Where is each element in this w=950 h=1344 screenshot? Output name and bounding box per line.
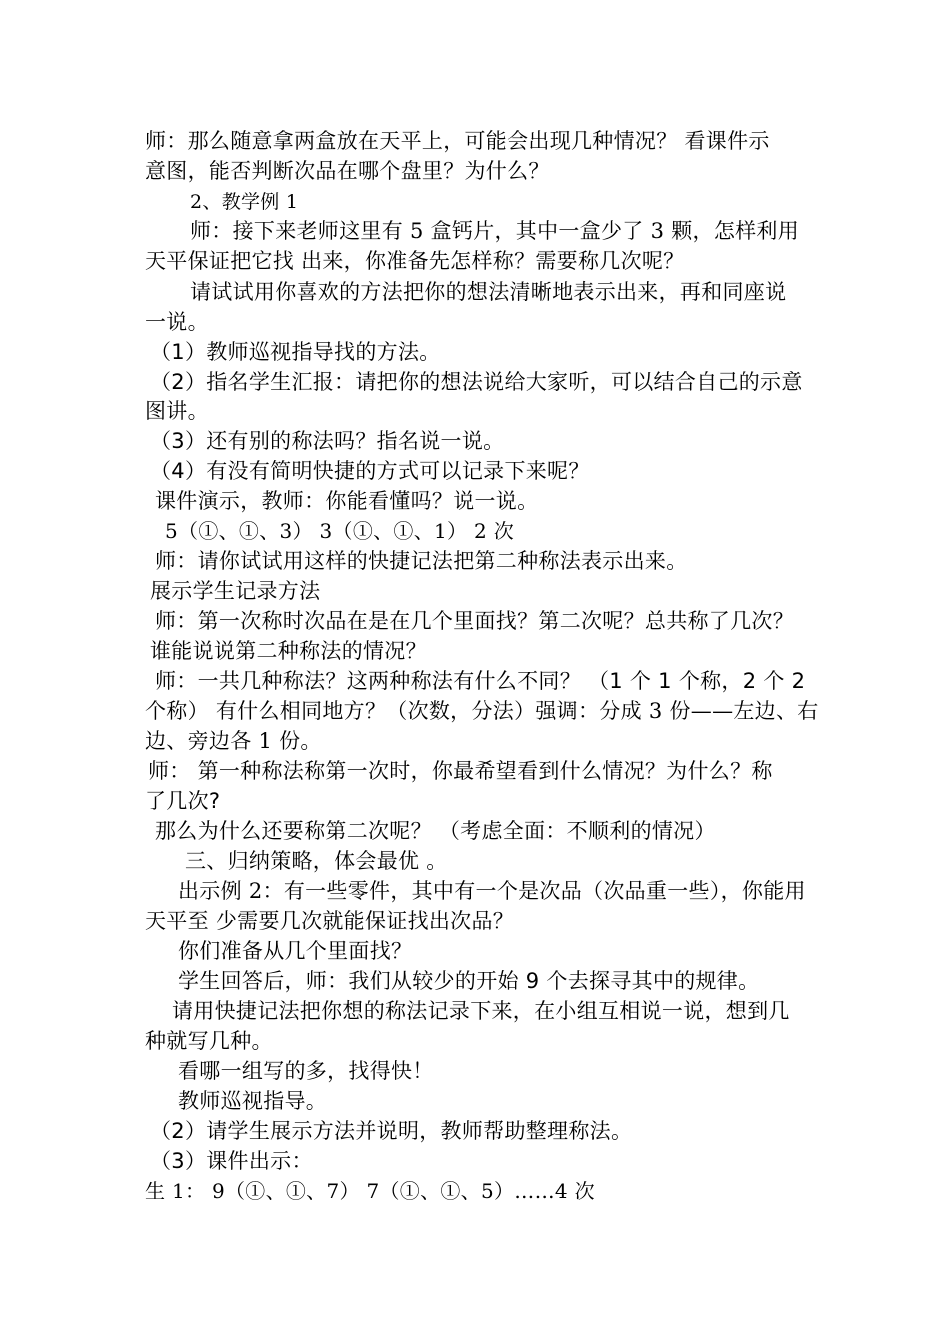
text-line: 天平至 少需要几次就能保证找出次品？: [145, 909, 515, 933]
section-heading: 2、教学例 1: [190, 191, 299, 213]
text-line: 师：第一次称时次品在是在几个里面找？第二次呢？总共称了几次？: [155, 609, 794, 633]
text-line: 那么为什么还要称第二次呢？ （考虑全面：不顺利的情况）: [155, 819, 716, 843]
text-line: 展示学生记录方法: [150, 579, 321, 603]
list-item: （3）课件出示：: [150, 1149, 313, 1173]
list-item: （3）还有别的称法吗？指名说一说。: [150, 429, 505, 453]
text-line: 一说。: [145, 310, 209, 334]
text-line: 请试试用你喜欢的方法把你的想法清晰地表示出来，再和同座说: [190, 280, 787, 304]
text-line: 师：请你试试用这样的快捷记法把第二种称法表示出来。: [155, 549, 688, 573]
text-line: 个称） 有什么相同地方？（次数，分法）强调：分成 3 份——左边、右: [145, 699, 819, 723]
text-line: 师：接下来老师这里有 5 盒钙片，其中一盒少了 3 颗，怎样利用: [190, 219, 800, 243]
notation-line: 5（①、①、3） 3（①、①、1） 2 次: [165, 519, 514, 543]
section-heading: 三、归纳策略，体会最优 。: [185, 849, 448, 873]
text-line: 课件演示，教师：你能看懂吗？说一说。: [155, 489, 539, 513]
text-line: 学生回答后，师：我们从较少的开始 9 个去探寻其中的规律。: [178, 969, 760, 993]
text-line: 边、旁边各 1 份。: [145, 729, 322, 753]
notation-line: 生 1： 9（①、①、7） 7（①、①、5）……4 次: [145, 1179, 595, 1203]
list-item: （4）有没有简明快捷的方式可以记录下来呢？: [150, 459, 590, 483]
list-item: （1）教师巡视指导找的方法。: [150, 340, 441, 364]
text-line: 看哪一组写的多，找得快！: [178, 1059, 434, 1083]
text-line: 教师巡视指导。: [178, 1089, 328, 1113]
text-line: 了几次?: [145, 789, 221, 813]
text-line: 意图，能否判断次品在哪个盘里？为什么？: [145, 159, 550, 183]
text-line: 请用快捷记法把你想的称法记录下来，在小组互相说一说，想到几: [172, 999, 790, 1023]
text-line: 师：一共几种称法？这两种称法有什么不同？ （1 个 1 个称，2 个 2: [155, 669, 806, 693]
text-line: 种就写几种。: [145, 1029, 273, 1053]
text-line: 出示例 2：有一些零件，其中有一个是次品（次品重一些），你能用: [178, 879, 806, 903]
text-line: 天平保证把它找 出来，你准备先怎样称？需要称几次呢？: [145, 249, 685, 273]
text-line: 师： 第一种称法称第一次时，你最希望看到什么情况？为什么？称: [148, 759, 773, 783]
list-item: （2）请学生展示方法并说明，教师帮助整理称法。: [150, 1119, 633, 1143]
text-line: 你们准备从几个里面找？: [178, 939, 413, 963]
text-line: 谁能说说第二种称法的情况？: [150, 639, 427, 663]
list-item: （2）指名学生汇报：请把你的想法说给大家听，可以结合自己的示意: [150, 370, 803, 394]
text-line: 师：那么随意拿两盒放在天平上，可能会出现几种情况？ 看课件示: [145, 129, 770, 153]
text-line: 图讲。: [145, 399, 209, 423]
